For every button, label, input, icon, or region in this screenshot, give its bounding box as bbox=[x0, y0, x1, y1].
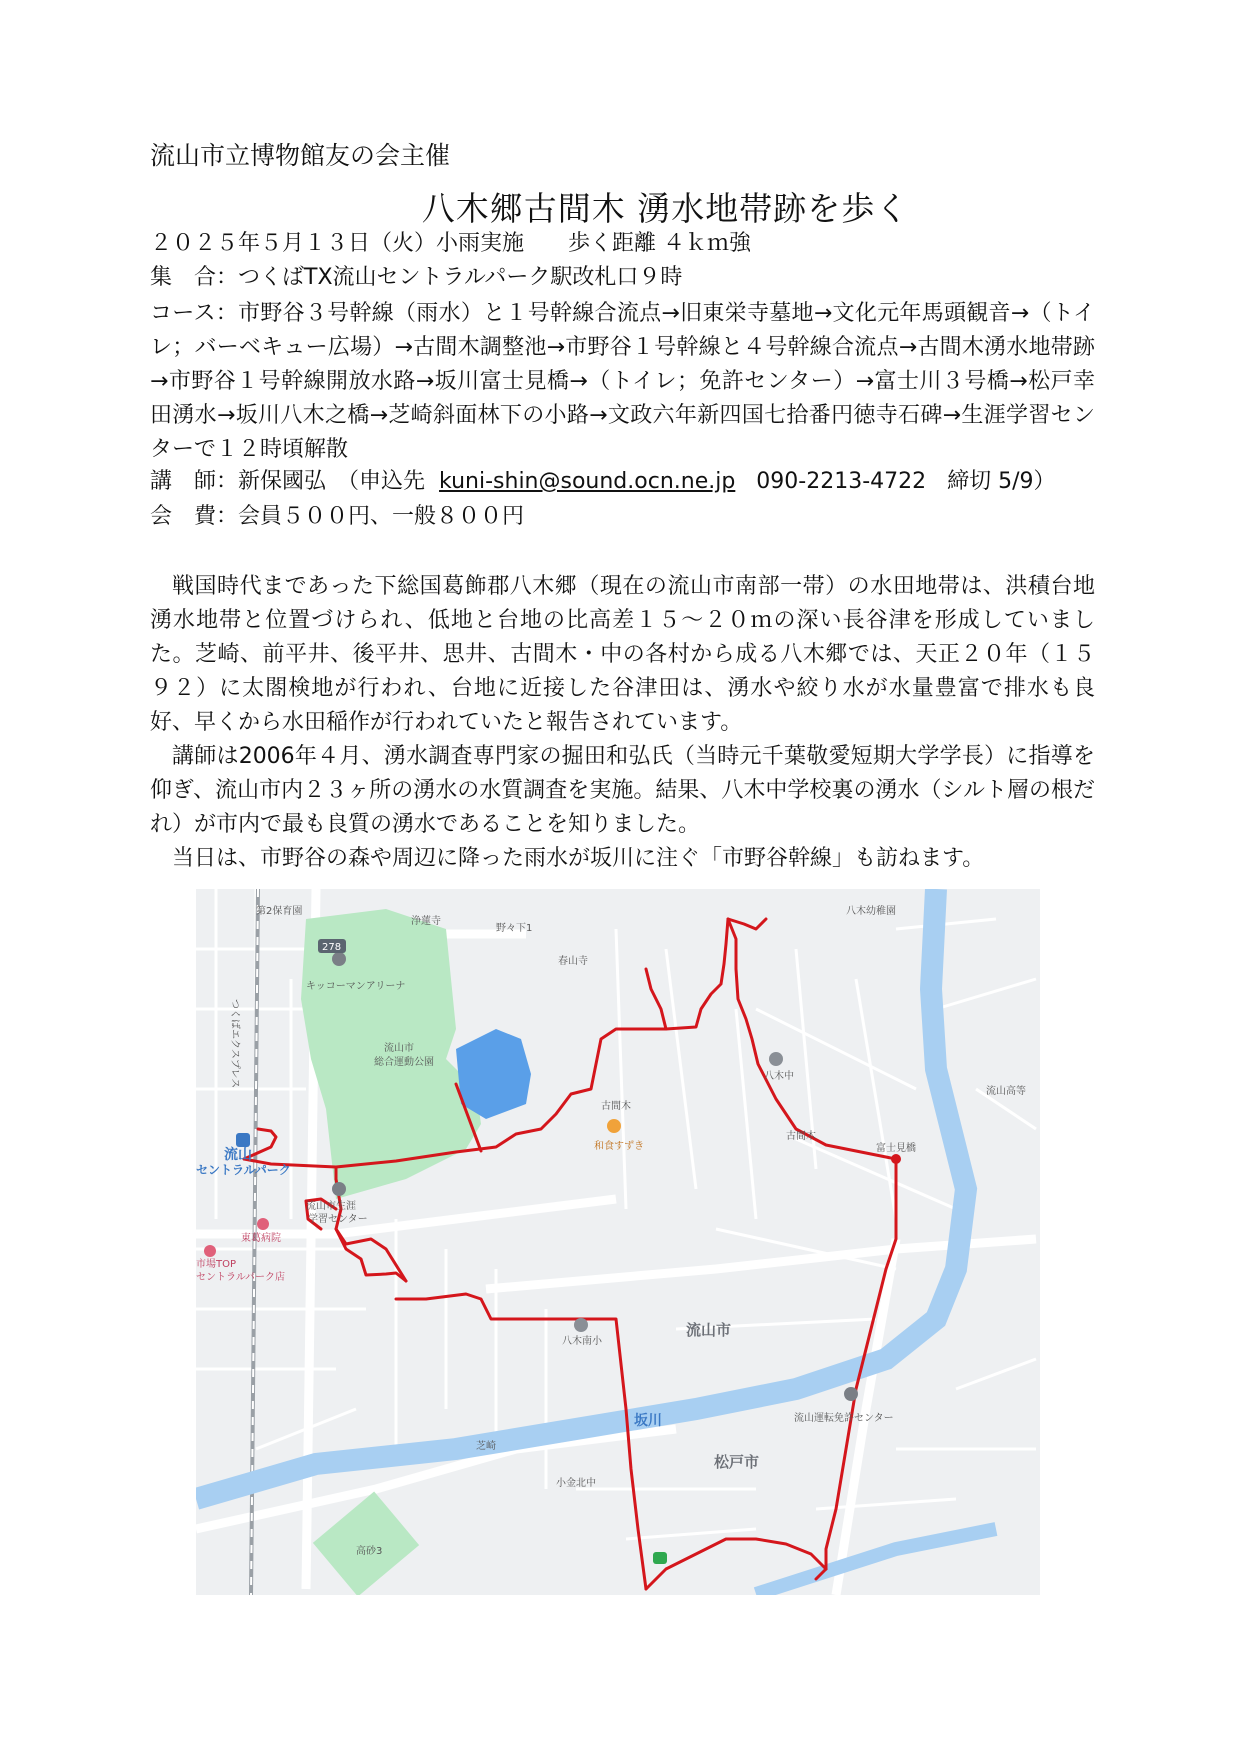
body-paragraph-3: 当日は、市野谷の森や周辺に降った雨水が坂川に注ぐ「市野谷幹線」も訪ねます。 bbox=[172, 846, 985, 871]
label-learning-center2: 学習センター bbox=[308, 1214, 368, 1225]
map-svg bbox=[196, 889, 1040, 1595]
course-value: 市野谷３号幹線（雨水）と１号幹線合流点→旧東栄寺墓地→文化元年馬頭観音→（トイレ；バーベキュー広場）→古間木調整池→市野谷１号幹線と４号幹線合流点→古間木湧水地帯跡→市野谷１号幹線開放水路→坂川富士見橋→（トイレ；免許センター）→富士川３号橋→松戸幸田湧水→坂川八木之橋→芝崎斜面林下の小路→文政六年新四国七拾番円徳寺石碑→生涯学習センターで１２時頃解散 bbox=[150, 301, 1095, 462]
shop-pin-icon bbox=[204, 1245, 216, 1257]
date-line: ２０２５年５月１３日（火）小雨実施 歩く距離 ４ｋｍ強 bbox=[150, 231, 751, 256]
label-station1: 流山 bbox=[224, 1147, 252, 1163]
label-jorenji: 浄蓮寺 bbox=[411, 916, 441, 927]
email-link[interactable]: kuni-shin@sound.ocn.ne.jp bbox=[439, 469, 736, 494]
elementary-school-pin-icon bbox=[574, 1318, 588, 1332]
bus-stop-icon bbox=[653, 1552, 667, 1564]
label-hoikuen: 第2保育園 bbox=[256, 906, 303, 917]
lecturer-label: 講 師： bbox=[150, 469, 239, 494]
learning-center-pin-icon bbox=[332, 1182, 346, 1196]
label-kogane-north: 小金北中 bbox=[556, 1478, 596, 1489]
label-nonoshita: 野々下1 bbox=[496, 923, 533, 934]
label-park2: 総合運動公園 bbox=[374, 1057, 434, 1068]
course-label: コース： bbox=[150, 301, 239, 326]
label-yagi-kindergarten: 八木幼稚園 bbox=[846, 906, 896, 917]
fee-line bbox=[150, 501, 524, 532]
label-station2: セントラルパーク bbox=[196, 1163, 291, 1177]
label-city-matsudo: 松戸市 bbox=[714, 1453, 760, 1471]
lecturer-line bbox=[150, 466, 1056, 497]
label-shunzanji: 春山寺 bbox=[558, 956, 588, 967]
label-ichiba1: 市場TOP bbox=[196, 1259, 237, 1270]
meeting-value: つくばTX流山セントラルパーク駅改札口９時 bbox=[238, 265, 683, 290]
label-park: 流山市 bbox=[384, 1043, 414, 1054]
label-nagareyama-high: 流山高等 bbox=[986, 1086, 1026, 1097]
arena-pin-icon bbox=[332, 952, 346, 966]
meeting-label: 集 合： bbox=[150, 265, 239, 290]
license-center-pin-icon bbox=[844, 1387, 858, 1401]
label-shibasaki: 芝崎 bbox=[476, 1441, 496, 1452]
school-pin-icon bbox=[769, 1052, 783, 1066]
station-icon bbox=[236, 1133, 250, 1147]
label-city-nagareyama: 流山市 bbox=[686, 1321, 732, 1339]
meeting-line bbox=[150, 262, 682, 293]
fee-value: 会員５００円、一般８００円 bbox=[238, 504, 525, 529]
course-line bbox=[150, 297, 1095, 467]
label-yagi-junior-high: 八木中 bbox=[764, 1071, 794, 1082]
organizer: 流山市立博物館友の会主催 bbox=[150, 141, 451, 170]
label-arena: キッコーマンアリーナ bbox=[306, 981, 406, 992]
label-learning-center1: 流山市生涯 bbox=[306, 1201, 356, 1212]
body-paragraph-1: 戦国時代まであった下総国葛飾郡八木郷（現在の流山市南部一帯）の水田地帯は、洪積台地湧水地帯と位置づけられ、低地と台地の比高差１５～２０ｍの深い長谷津を形成していました。芝崎、前平井、後平井、思井、古間木・中の各村から成る八木郷では、天正２０年（１５９２）に太閤検地が行われ、台地に近接した谷津田は、湧水や絞り水が水量豊富で排水も良好、早くから水田稲作が行われていたと報告されています。 bbox=[150, 574, 1095, 735]
body-paragraph-2: 講師は2006年４月、湧水調査専門家の掘田和弘氏（当時元千葉敬愛短期大学学長）に指導を仰ぎ、流山市内２３ヶ所の湧水の水質調査を実施。結果、八木中学校裏の湧水（シルト層の根だれ）が市内で最も良質の湧水であることを知りました。 bbox=[150, 744, 1095, 837]
lecturer-value: 新保國弘 （申込先 bbox=[238, 469, 426, 494]
label-hospital: 東葛病院 bbox=[241, 1233, 281, 1244]
route-map bbox=[196, 889, 1040, 1595]
label-takaya: 高砂3 bbox=[356, 1546, 383, 1557]
deadline: 締切 5/9） bbox=[947, 469, 1056, 494]
label-sakagawa: 坂川 bbox=[634, 1413, 662, 1429]
label-fujimi-bridge: 富士見橋 bbox=[876, 1143, 916, 1154]
phone-number: 090-2213-4722 bbox=[756, 469, 927, 494]
label-komagi: 古間木 bbox=[601, 1101, 631, 1112]
label-route278: 278 bbox=[322, 942, 342, 953]
event-title: 八木郷古間木 湧水地帯跡を歩く bbox=[421, 189, 910, 228]
label-tx-line: つくばエクスプレス bbox=[229, 999, 240, 1089]
label-ichiba2: セントラルパーク店 bbox=[196, 1272, 285, 1283]
label-komagi-intersection: 古間木 bbox=[786, 1131, 816, 1142]
hospital-pin-icon bbox=[257, 1218, 269, 1230]
label-yagi-south-elem: 八木南小 bbox=[562, 1336, 602, 1347]
label-restaurant: 和食すずき bbox=[594, 1141, 645, 1152]
fee-label: 会 費： bbox=[150, 504, 239, 529]
restaurant-pin-icon bbox=[607, 1119, 621, 1133]
label-license-center: 流山運転免許センター bbox=[794, 1413, 894, 1424]
